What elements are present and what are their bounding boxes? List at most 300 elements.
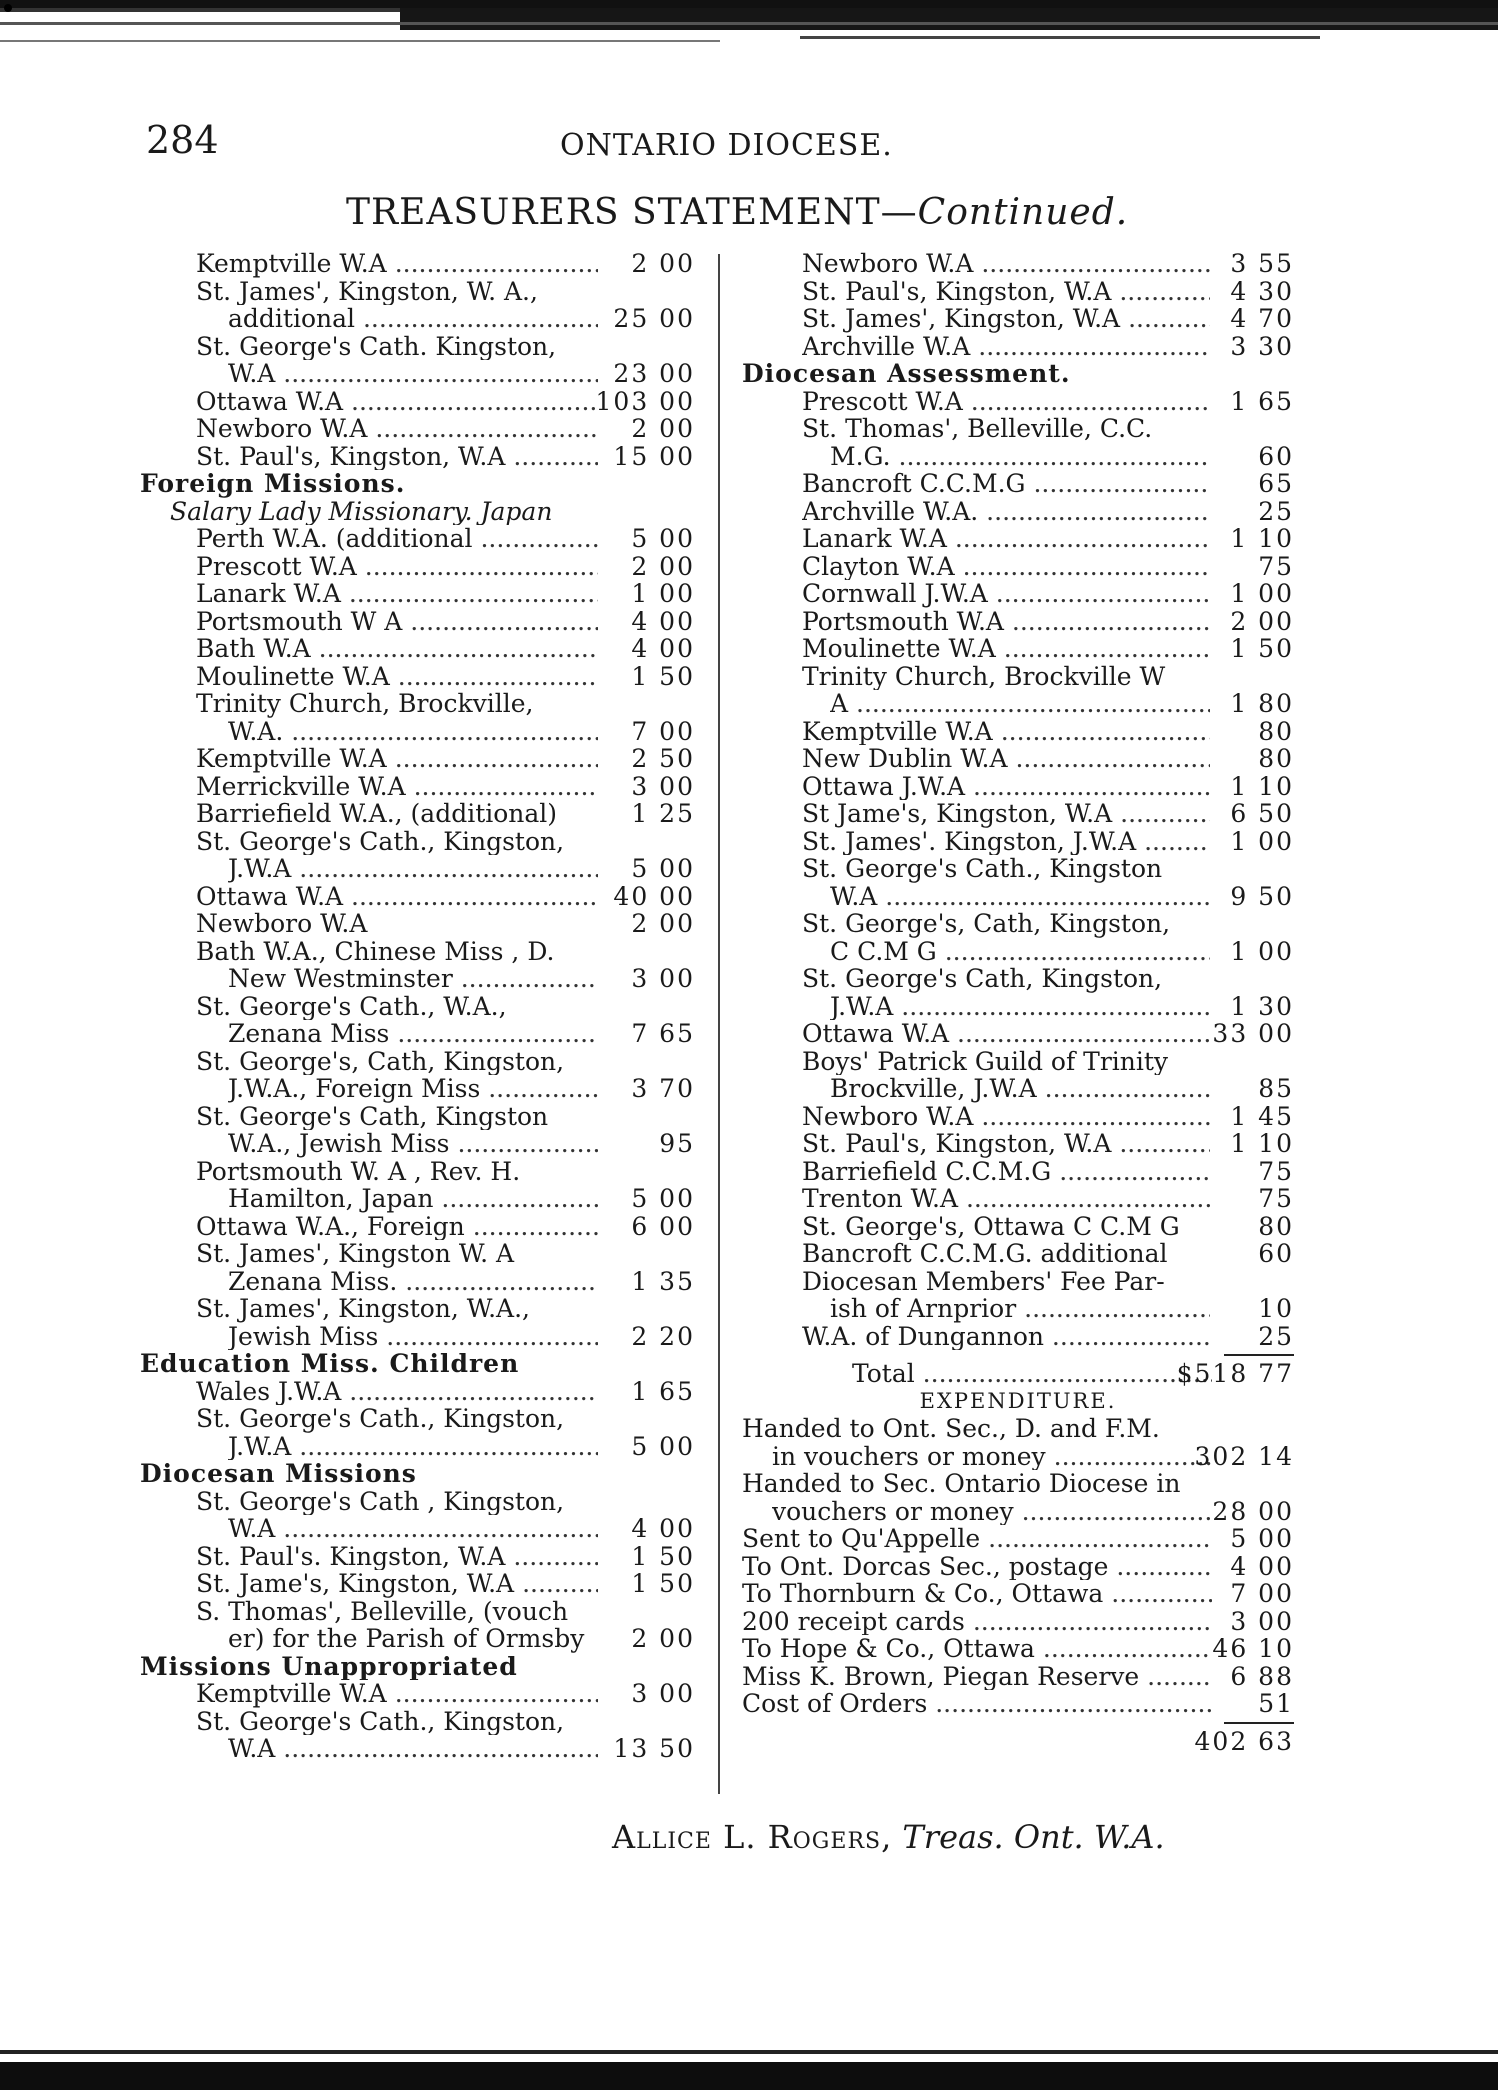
ledger-row (140, 1075, 695, 1103)
ledger-item-amount: $518 77 (1176, 1359, 1294, 1388)
ledger-item-amount: 6 50 (1230, 799, 1294, 828)
ledger-item-label: Ottawa J.W.A ..... (802, 773, 1210, 801)
ledger-row (140, 745, 695, 773)
ledger-item-label: Newboro W.A ..... (802, 1103, 1210, 1131)
ledger-item-amount: 1 80 (1230, 689, 1294, 718)
ledger-item-label: Lanark W.A ..... (802, 525, 1210, 553)
ledger-item-label: additional ..... (228, 305, 598, 333)
ledger-row (742, 388, 1294, 416)
ledger-item-amount: 1 45 (1230, 1101, 1294, 1131)
section-heading (140, 470, 695, 498)
ledger-row (140, 828, 695, 856)
ledger-row (140, 1020, 695, 1048)
section-heading (742, 360, 1294, 388)
ledger-row (140, 1735, 695, 1763)
ledger-item-label: Brockville, J.W.A ..... (830, 1075, 1210, 1103)
ledger-item-label: Boys' Patrick Guild of Trinity (802, 1047, 1169, 1075)
ledger-row (742, 1158, 1294, 1186)
ledger-row (140, 360, 695, 388)
ledger-item-label: Zenana Miss ..... (228, 1020, 598, 1048)
ledger-item-label: J.W.A., Foreign Miss ..... (228, 1075, 598, 1103)
signature (612, 1818, 1165, 1856)
ledger-item-label: Zenana Miss. ..... (228, 1268, 598, 1296)
ledger-item-amount: 1 00 (1230, 936, 1294, 966)
ledger-item-label: Diocesan Members' Fee Par- (802, 1267, 1165, 1295)
ledger-item-amount: 1 25 (631, 799, 695, 828)
ledger-item-label: 200 receipt cards ..... (742, 1608, 1212, 1636)
ledger-item-label: St. James', Kingston, W. A., (196, 277, 538, 305)
left-column (140, 250, 695, 1763)
expenditure-heading (742, 1388, 1294, 1416)
ledger-item-amount: 23 00 (613, 359, 695, 388)
ledger-item-label: St. James', Kingston, W.A ..... (802, 305, 1210, 333)
ledger-row (140, 663, 695, 691)
ledger-item-label: Barriefield W.A., (additional) (196, 800, 558, 828)
ledger-row (742, 1323, 1294, 1351)
ledger-item-label: Missions Unappropriated (140, 1652, 518, 1680)
ledger-item-amount: 10 (1258, 1294, 1294, 1323)
ledger-item-label: J.W.A ..... (830, 993, 1210, 1021)
ledger-item-label: Archville W.A. ..... (802, 498, 1210, 526)
ledger-item-label: St. Jame's, Kingston, W.A ..... (196, 1570, 598, 1598)
ledger-item-label: Trinity Church, Brockville W (802, 662, 1166, 690)
ledger-item-amount: 1 00 (631, 579, 695, 608)
signature-title: Treas. Ont. W.A. (902, 1818, 1165, 1856)
ledger-item-amount: 4 00 (1230, 1551, 1294, 1581)
ledger-item-amount: 4 70 (1230, 304, 1294, 333)
ledger-row (742, 1498, 1294, 1526)
ledger-item-label: St. George's Cath., Kingston, (196, 1707, 565, 1735)
ledger-row (140, 1185, 695, 1213)
ledger-row (742, 470, 1294, 498)
ledger-row (742, 1130, 1294, 1158)
ledger-row (742, 1690, 1294, 1718)
ledger-item-label: Moulinette W.A ..... (802, 635, 1210, 663)
ledger-item-amount: 3 70 (631, 1074, 695, 1103)
ledger-item-label: Bath W.A ..... (196, 635, 598, 663)
ledger-item-label: Sent to Qu'Appelle ..... (742, 1525, 1212, 1553)
ledger-row (742, 278, 1294, 306)
ledger-item-amount: 75 (1258, 551, 1294, 581)
ledger-row (742, 1608, 1294, 1636)
ledger-item-label: Newboro W.A ..... (802, 250, 1210, 278)
page-number: 284 (146, 118, 219, 162)
ledger-row (140, 250, 695, 278)
ledger-item-amount: 3 00 (631, 771, 695, 801)
ledger-item-label: W.A ..... (830, 883, 1210, 911)
ledger-item-amount: 3 55 (1230, 249, 1294, 278)
ledger-item-amount: 51 (1258, 1689, 1294, 1718)
ledger-item-amount: 2 00 (631, 414, 695, 443)
ledger-row (140, 1405, 695, 1433)
ledger-item-label: Ottawa W.A., Foreign ..... (196, 1213, 598, 1241)
ledger-row (742, 1075, 1294, 1103)
ledger-item-amount: 1 10 (1230, 771, 1294, 801)
ledger-item-label: J.W.A ..... (228, 855, 598, 883)
ledger-item-label: Newboro W.A ..... (196, 415, 598, 443)
ledger-row (742, 690, 1294, 718)
ledger-item-amount: 7 00 (1230, 1579, 1294, 1608)
ledger-item-label: To Thornburn & Co., Ottawa ..... (742, 1580, 1212, 1608)
ledger-row (742, 855, 1294, 883)
ledger-row (140, 1158, 695, 1186)
ledger-row (140, 278, 695, 306)
scan-artifact-bottom (0, 2020, 1498, 2090)
ledger-item-amount: 4 30 (1230, 276, 1294, 306)
ledger-item-label: St. George's Cath., Kingston, (196, 827, 565, 855)
ledger-item-label: Diocesan Missions (140, 1460, 417, 1488)
ledger-row (140, 910, 695, 938)
ledger-row (140, 1680, 695, 1708)
ledger-item-label: Ottawa W.A ..... (196, 388, 598, 416)
ledger-row (742, 553, 1294, 581)
ledger-row (742, 965, 1294, 993)
title-continued: Continued. (917, 192, 1129, 233)
ledger-item-label: Kemptville W.A ..... (196, 745, 598, 773)
ledger-item-label: St. James', Kingston W. A (196, 1240, 515, 1268)
ledger-row (742, 1635, 1294, 1663)
ledger-item-label: St. Paul's, Kingston, W.A ..... (802, 1130, 1210, 1158)
ledger-item-amount: 1 00 (1230, 826, 1294, 856)
ledger-row (140, 1103, 695, 1131)
ledger-item-label: St. George's Cath., Kingston, (196, 1405, 565, 1433)
ledger-row (742, 663, 1294, 691)
ledger-item-amount: 3 00 (1230, 1606, 1294, 1636)
section-subheading (140, 498, 695, 526)
ledger-item-amount: 2 20 (631, 1321, 695, 1351)
ledger-row (140, 305, 695, 333)
ledger-item-label: Barriefield C.C.M.G ..... (802, 1158, 1210, 1186)
ledger-item-amount: 1 35 (631, 1266, 695, 1296)
ledger-item-amount: 2 00 (631, 1624, 695, 1653)
ledger-item-label: Trinity Church, Brockville, (196, 690, 534, 718)
ledger-row (140, 1625, 695, 1653)
ledger-item-label: Ottawa W.A ..... (196, 883, 598, 911)
ledger-item-label: Education Miss. Children (140, 1350, 520, 1378)
ledger-item-amount: 25 00 (613, 304, 695, 333)
ledger-row (742, 1048, 1294, 1076)
ledger-row (742, 1553, 1294, 1581)
section-heading (140, 1460, 695, 1488)
ledger-item-label: Archville W.A ..... (802, 333, 1210, 361)
ledger-row (742, 333, 1294, 361)
ledger-item-amount: 40 00 (613, 881, 695, 911)
ledger-item-label: vouchers or money ..... (772, 1498, 1212, 1526)
ledger-item-label: Merrickville W.A ..... (196, 773, 598, 801)
ledger-item-amount: 2 00 (631, 551, 695, 581)
ledger-item-label: Wales J.W.A ..... (196, 1378, 598, 1406)
ledger-row (140, 415, 695, 443)
ledger-item-amount: 4 00 (631, 606, 695, 636)
ledger-item-label: Lanark W.A ..... (196, 580, 598, 608)
ledger-item-amount: 6 00 (631, 1211, 695, 1241)
ledger-row (742, 718, 1294, 746)
ledger-item-amount: 302 14 (1194, 1441, 1294, 1471)
ledger-item-label: New Westminster ..... (228, 965, 598, 993)
ledger-item-amount: 1 10 (1230, 524, 1294, 553)
column-divider (718, 254, 720, 1794)
ledger-row (140, 773, 695, 801)
ledger-row (140, 525, 695, 553)
ledger-item-amount: 65 (1258, 469, 1294, 498)
ledger-item-amount: 7 00 (631, 716, 695, 746)
ledger-item-amount: 1 50 (631, 1541, 695, 1571)
ledger-item-label: Kemptville W.A ..... (802, 718, 1210, 746)
ledger-item-label: St. Paul's, Kingston, W.A ..... (196, 443, 598, 471)
ledger-item-amount: 80 (1258, 744, 1294, 773)
ledger-item-amount: 5 00 (631, 1184, 695, 1213)
ledger-item-amount: 7 65 (631, 1019, 695, 1048)
ledger-row (742, 1580, 1294, 1608)
ledger-item-label: Bancroft C.C.M.G. additional (802, 1240, 1168, 1268)
ledger-row (140, 1598, 695, 1626)
ledger-row (742, 800, 1294, 828)
ledger-item-amount: 33 00 (1212, 1019, 1294, 1048)
ledger-item-label: S. Thomas', Belleville, (vouch (196, 1597, 569, 1625)
ledger-item-label: W.A ..... (228, 360, 598, 388)
ledger-row (140, 580, 695, 608)
ledger-row (742, 415, 1294, 443)
ledger-item-amount: 28 00 (1212, 1496, 1294, 1526)
ledger-item-label: Trenton W.A ..... (802, 1185, 1210, 1213)
ledger-item-label: St. Paul's. Kingston, W.A ..... (196, 1543, 598, 1571)
ledger-item-amount: 9 50 (1230, 881, 1294, 911)
ledger-item-label: Perth W.A. (additional ..... (196, 525, 598, 553)
ledger-item-label: W.A., Jewish Miss ..... (228, 1130, 598, 1158)
ledger-item-amount: 1 50 (1230, 634, 1294, 663)
ledger-item-amount: 6 88 (1230, 1661, 1294, 1691)
ledger-item-amount: 5 00 (631, 524, 695, 553)
ledger-item-amount: 25 (1258, 496, 1294, 526)
ledger-item-amount: 75 (1258, 1184, 1294, 1213)
ledger-row (742, 1415, 1294, 1443)
ledger-item-label: Miss K. Brown, Piegan Reserve ..... (742, 1663, 1212, 1691)
ledger-item-label: Prescott W.A ..... (196, 553, 598, 581)
ledger-item-amount: 80 (1258, 1211, 1294, 1241)
ledger-item-amount: 5 00 (1230, 1524, 1294, 1553)
ledger-row (742, 1268, 1294, 1296)
ledger-item-label: St. George's, Cath, Kingston, (802, 910, 1171, 938)
ledger-item-label: Handed to Sec. Ontario Diocese in (742, 1470, 1181, 1498)
ledger-item-label: EXPENDITURE. (919, 1388, 1117, 1413)
ledger-item-amount: 85 (1258, 1074, 1294, 1103)
ledger-item-amount: 60 (1258, 1239, 1294, 1268)
ledger-row (140, 1433, 695, 1461)
ledger-item-label: Foreign Missions. (140, 470, 406, 498)
ledger-row (140, 1515, 695, 1543)
ledger-row (742, 993, 1294, 1021)
ledger-item-label: Kemptville W.A ..... (196, 1680, 598, 1708)
ledger-item-label: ish of Arnprior ..... (830, 1295, 1210, 1323)
ledger-item-amount: 1 50 (631, 661, 695, 691)
ledger-row (742, 250, 1294, 278)
ledger-item-label: in vouchers or money ..... (772, 1443, 1212, 1471)
ledger-item-label: Bancroft C.C.M.G ..... (802, 470, 1210, 498)
ledger-item-label: Bath W.A., Chinese Miss , D. (196, 937, 555, 965)
ledger-row (742, 938, 1294, 966)
ledger-item-amount: 75 (1258, 1156, 1294, 1186)
ledger-item-amount: 2 00 (1230, 606, 1294, 636)
ledger-row (742, 883, 1294, 911)
section-heading (140, 1653, 695, 1681)
ledger-item-label: M.G. ..... (830, 443, 1210, 471)
section-heading (140, 1350, 695, 1378)
ledger-item-label: Kemptville W.A ..... (196, 250, 598, 278)
ledger-row (742, 745, 1294, 773)
ledger-item-amount: 2 50 (631, 744, 695, 773)
ledger-row (742, 1663, 1294, 1691)
ledger-row (140, 1295, 695, 1323)
ledger-item-amount: 60 (1258, 441, 1294, 471)
ledger-item-amount: 3 30 (1230, 331, 1294, 361)
ledger-item-amount: 402 63 (1194, 1726, 1294, 1756)
ledger-item-amount: 13 50 (613, 1734, 695, 1763)
ledger-row (140, 718, 695, 746)
ledger-item-label: Portsmouth W.A ..... (802, 608, 1210, 636)
ledger-item-label: W.A ..... (228, 1735, 598, 1763)
ledger-row (140, 388, 695, 416)
ledger-item-label: St. George's Cath., W.A., (196, 992, 507, 1020)
ledger-row (742, 1443, 1294, 1471)
ledger-row (140, 1488, 695, 1516)
ledger-row (140, 333, 695, 361)
ledger-item-label: Ottawa W.A ..... (802, 1020, 1210, 1048)
sum-rule (742, 1718, 1294, 1728)
ledger-row (140, 608, 695, 636)
ledger-row (140, 965, 695, 993)
ledger-item-label: Newboro W.A (196, 910, 368, 938)
ledger-item-amount: 15 00 (613, 441, 695, 471)
title-main: TREASURERS STATEMENT— (346, 192, 918, 233)
ledger-row (742, 1525, 1294, 1553)
ledger-item-label: St. George's Cath. Kingston, (196, 332, 557, 360)
ledger-item-amount: 1 50 (631, 1569, 695, 1598)
ledger-row (742, 305, 1294, 333)
ledger-item-amount: 25 (1258, 1321, 1294, 1351)
ledger-item-amount: 95 (659, 1129, 695, 1158)
ledger-item-label: St. George's Cath, Kingston (196, 1102, 549, 1130)
ledger-row (140, 855, 695, 883)
ledger-item-amount: 4 00 (631, 1514, 695, 1543)
expenditure-total-row (742, 1728, 1294, 1756)
ledger-item-label: St Jame's, Kingston, W.A ..... (802, 800, 1210, 828)
ledger-item-label: Cornwall J.W.A ..... (802, 580, 1210, 608)
ledger-row (742, 1240, 1294, 1268)
ledger-item-label: Prescott W.A ..... (802, 388, 1210, 416)
scan-artifact-top (0, 0, 1498, 70)
ledger-item-amount: 80 (1258, 716, 1294, 746)
ledger-row (742, 1103, 1294, 1131)
ledger-item-label: W.A. of Dungannon ..... (802, 1323, 1210, 1351)
ledger-item-amount: 3 00 (631, 1679, 695, 1708)
ledger-row (742, 635, 1294, 663)
ledger-row (140, 553, 695, 581)
ledger-row (140, 1213, 695, 1241)
ledger-item-label: To Hope & Co., Ottawa ..... (742, 1635, 1212, 1663)
ledger-item-amount: 1 65 (631, 1376, 695, 1406)
right-column (742, 250, 1294, 1755)
ledger-item-label: Portsmouth W A ..... (196, 608, 598, 636)
running-head: ONTARIO DIOCESE. (560, 128, 893, 163)
sum-rule-line (1224, 1354, 1294, 1356)
ledger-item-label: Clayton W.A ..... (802, 553, 1210, 581)
ledger-item-label: Portsmouth W. A , Rev. H. (196, 1157, 521, 1185)
ledger-item-label: A ..... (830, 690, 1210, 718)
ledger-row (140, 443, 695, 471)
ledger-row (140, 1130, 695, 1158)
ledger-item-label: er) for the Parish of Ormsby (228, 1625, 585, 1653)
ledger-row (140, 1378, 695, 1406)
ledger-row (140, 1708, 695, 1736)
ledger-item-label: St. George's, Cath, Kingston, (196, 1047, 565, 1075)
ledger-item-amount: 5 00 (631, 854, 695, 883)
ledger-item-label: St. George's Cath, Kingston, (802, 965, 1163, 993)
total-row (742, 1360, 1294, 1388)
signature-name: Allice L. Rogers, (612, 1818, 893, 1856)
ledger-item-label: Jewish Miss ..... (228, 1323, 598, 1351)
ledger-row (140, 938, 695, 966)
ledger-row (742, 580, 1294, 608)
ledger-item-label: J.W.A ..... (228, 1433, 598, 1461)
ledger-row (140, 1268, 695, 1296)
ledger-item-amount: 1 30 (1230, 991, 1294, 1021)
page-title (346, 192, 1128, 233)
ledger-row (140, 1570, 695, 1598)
ledger-item-label: Diocesan Assessment. (742, 360, 1071, 388)
ledger-item-label: W.A ..... (228, 1515, 598, 1543)
ledger-item-amount: 1 00 (1230, 579, 1294, 608)
ledger-row (140, 1323, 695, 1351)
ledger-row (742, 608, 1294, 636)
ledger-item-label: Handed to Ont. Sec., D. and F.M. (742, 1415, 1160, 1443)
ledger-item-amount: 4 00 (631, 634, 695, 663)
ledger-row (140, 690, 695, 718)
ledger-item-label: St. James', Kingston, W.A., (196, 1295, 531, 1323)
ledger-row (140, 800, 695, 828)
ledger-row (742, 828, 1294, 856)
ledger-item-label: St. George's, Ottawa C C.M G (802, 1212, 1180, 1240)
ledger-item-amount: 2 00 (631, 249, 695, 278)
ledger-row (140, 883, 695, 911)
ledger-row (742, 1470, 1294, 1498)
ledger-row (140, 1240, 695, 1268)
ledger-item-amount: 5 00 (631, 1431, 695, 1461)
ledger-row (742, 525, 1294, 553)
ledger-item-label: New Dublin W.A ..... (802, 745, 1210, 773)
ledger-item-amount: 103 00 (595, 386, 695, 416)
ledger-row (742, 498, 1294, 526)
ledger-row (140, 635, 695, 663)
ledger-item-label: C C.M G ..... (830, 938, 1210, 966)
ledger-row (742, 773, 1294, 801)
ledger-row (140, 1543, 695, 1571)
sum-rule-line (1224, 1722, 1294, 1724)
ledger-row (742, 910, 1294, 938)
ledger-item-label: St. Paul's, Kingston, W.A ..... (802, 278, 1210, 306)
ledger-item-amount: 2 00 (631, 909, 695, 938)
ledger-row (742, 1295, 1294, 1323)
ledger-row (742, 1020, 1294, 1048)
ledger-item-amount: 1 10 (1230, 1129, 1294, 1158)
ledger-item-label: St. George's Cath , Kingston, (196, 1487, 565, 1515)
ledger-item-label: Moulinette W.A ..... (196, 663, 598, 691)
ledger-row (742, 443, 1294, 471)
ledger-item-label: To Ont. Dorcas Sec., postage ..... (742, 1553, 1212, 1581)
ledger-item-label: St. George's Cath., Kingston (802, 855, 1163, 883)
ledger-item-amount: 3 00 (631, 964, 695, 993)
ledger-item-label: St. James'. Kingston, J.W.A ..... (802, 828, 1210, 856)
ledger-item-label: Cost of Orders ..... (742, 1690, 1212, 1718)
